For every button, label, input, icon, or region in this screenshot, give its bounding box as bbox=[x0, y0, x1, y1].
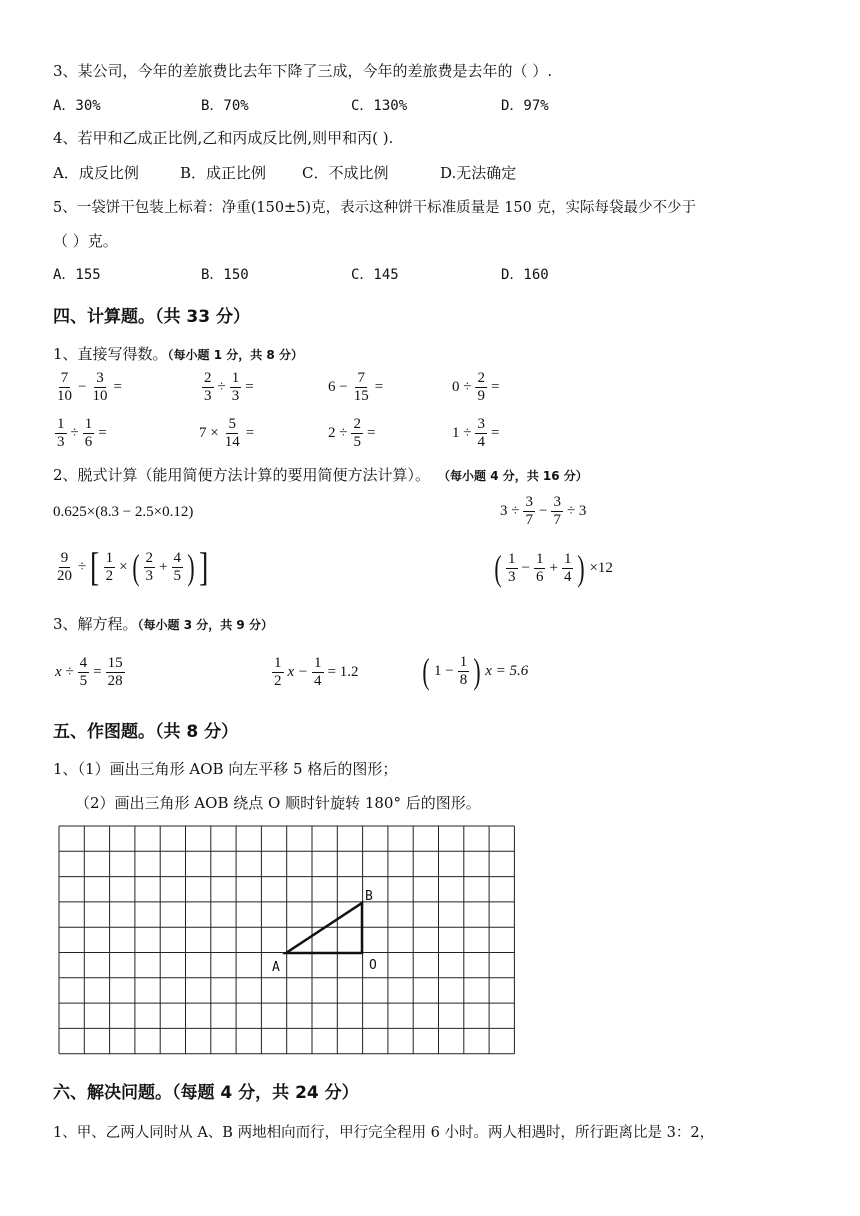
point-label-b: B bbox=[365, 889, 373, 904]
q3-option-a: A．30% bbox=[53, 98, 101, 114]
calc-item-b: $\frac{2}{3}$ ÷ $\frac{1}{3}$ = bbox=[204, 370, 254, 404]
equation-3: ( 1 − $\frac{1}{8}$ ) x = 5.6 bbox=[422, 651, 529, 691]
q3-option-d: D．97% bbox=[501, 98, 549, 114]
equation-1: x ÷ $\frac{4}{5}$ = $\frac{15}{28}$ bbox=[55, 655, 123, 689]
calc-direct-note: （每小题 1 分，共 8 分） bbox=[167, 348, 303, 362]
q3-option-b: B．70% bbox=[201, 98, 249, 114]
calc-stepwise-label: 2、脱式计算（能用简便方法计算的要用简便方法计算）。 bbox=[53, 466, 431, 484]
triangle-aob bbox=[286, 903, 362, 953]
section-6-title: 六、解决问题。（每题 4 分，共 24 分） bbox=[53, 1083, 359, 1103]
q4-option-d: D.无法确定 bbox=[440, 164, 517, 182]
section-4-title: 四、计算题。（共 33 分） bbox=[53, 307, 250, 327]
point-label-a: A bbox=[272, 960, 280, 975]
q3-option-c: C．130% bbox=[351, 98, 408, 114]
expr-4: ( $\frac{1}{3}$ − $\frac{1}{6}$ + $\frac{1}{4}$ ) ×12 bbox=[494, 548, 613, 588]
expr-1: 0.625×(8.3 − 2.5×0.12) bbox=[53, 504, 194, 520]
equations-note: （每小题 3 分，共 9 分） bbox=[137, 618, 273, 632]
calc-item-c: 6 − $\frac{7}{15}$ = bbox=[328, 370, 384, 404]
problem-1-text: 1、甲、乙两人同时从 A、B 两地相向而行，甲行完全程用 6 小时。两人相遇时，所行距离比是 3：2， bbox=[53, 1125, 715, 1141]
expr-3: $\frac{9}{20}$ ÷ [ $\frac{1}{2}$ × ( $\frac{2}{3}$ + $\frac{4}{5}$ ) ] bbox=[57, 544, 209, 589]
q5-option-a: A．155 bbox=[53, 267, 101, 283]
drawing-task-1: 1、（1）画出三角形 AOB 向左平移 5 格后的图形； bbox=[53, 760, 398, 778]
section-5-title: 五、作图题。（共 8 分） bbox=[53, 722, 239, 742]
q5-option-b: B．150 bbox=[201, 267, 249, 283]
q5-line1: 5、一袋饼干包装上标着：净重(150±5)克，表示这种饼干标准质量是 150 克，实际每袋最少不少于 bbox=[53, 200, 696, 216]
equation-2: $\frac{1}{2}$ x − $\frac{1}{4}$ = 1.2 bbox=[274, 655, 359, 689]
calc-item-g: 2 ÷ $\frac{2}{5}$ = bbox=[328, 416, 376, 450]
calc-item-f: 7 × $\frac{5}{14}$ = bbox=[199, 416, 255, 450]
equations-label: 3、解方程。 bbox=[53, 615, 138, 633]
grid-lines bbox=[59, 826, 514, 1054]
q4-option-a: A．成反比例 bbox=[53, 164, 139, 182]
expr-2: 3 ÷ $\frac{3}{7}$ − $\frac{3}{7}$ ÷ 3 bbox=[500, 494, 587, 528]
q5-option-d: D．160 bbox=[501, 267, 549, 283]
calc-direct-label: 1、直接写得数。 bbox=[53, 345, 168, 363]
q4-option-b: B．成正比例 bbox=[180, 164, 267, 182]
calc-stepwise-note: （每小题 4 分，共 16 分） bbox=[444, 469, 588, 483]
drawing-task-2: （2）画出三角形 AOB 绕点 O 顺时针旋转 180° 后的图形。 bbox=[75, 794, 481, 812]
calc-item-e: $\frac{1}{3}$ ÷ $\frac{1}{6}$ = bbox=[57, 416, 107, 450]
q4-option-c: C．不成比例 bbox=[302, 164, 389, 182]
calc-item-a: $\frac{7}{10}$ − $\frac{3}{10}$ = bbox=[57, 370, 122, 404]
q5-line2: （ ）克。 bbox=[53, 232, 118, 250]
calc-item-h: 1 ÷ $\frac{3}{4}$ = bbox=[452, 416, 500, 450]
q3-text: 3、某公司，今年的差旅费比去年下降了三成，今年的差旅费是去年的（ ）. bbox=[53, 62, 553, 80]
calc-item-d: 0 ÷ $\frac{2}{9}$ = bbox=[452, 370, 500, 404]
q4-text: 4、若甲和乙成正比例,乙和丙成反比例,则甲和丙( ). bbox=[53, 129, 394, 147]
q5-option-c: C．145 bbox=[351, 267, 399, 283]
point-label-o: O bbox=[369, 958, 377, 973]
